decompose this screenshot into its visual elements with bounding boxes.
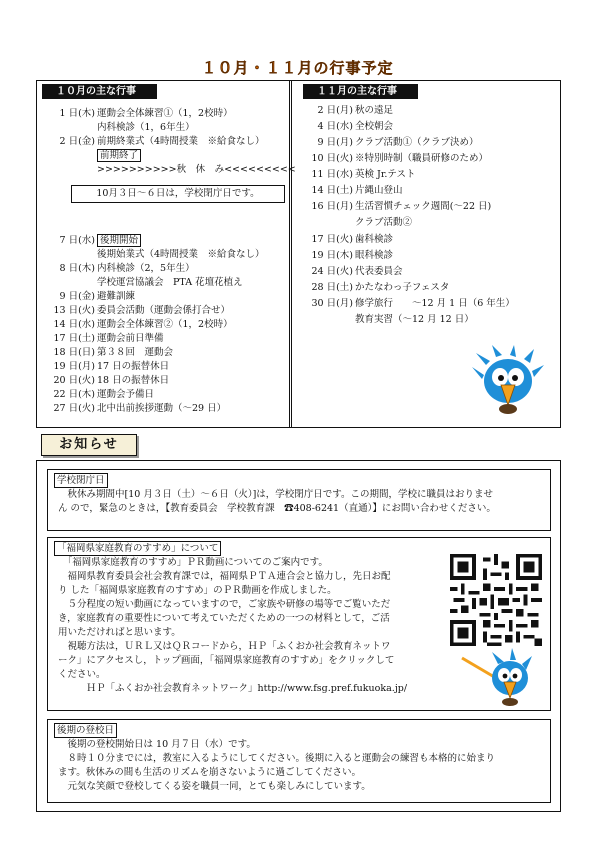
event-row: 後期始業式（4時間授業 ※給食なし） bbox=[97, 249, 265, 260]
event-row: 内科検診（1，6年生） bbox=[97, 122, 195, 133]
event-row: 30 日(月) 修学旅行 ～12 月 1 日（6 年生） bbox=[311, 298, 515, 309]
event-row: クラブ活動② bbox=[355, 217, 413, 228]
event-row: 7 日(水) 後期開始 bbox=[97, 234, 141, 248]
notice-heading: お知らせ bbox=[41, 434, 137, 456]
video-notice-title: 「福岡県家庭教育のすすめ」について bbox=[54, 541, 221, 556]
notice-line: 「福岡県家庭教育のすすめ」ＰＲ動画についてのご案内です。 bbox=[58, 557, 328, 568]
notice-line: ８時１０分までには，教室に入るようにしてください。後期に入ると運動会の練習も本格的に始まり bbox=[58, 753, 496, 764]
event-row: 19 日(木) 眼科検診 bbox=[311, 250, 394, 261]
notice-line: ん ので，緊急のときは，【教育委員会 学校教育課 ☎408-6241（直通）】にお問い合わせください。 bbox=[58, 503, 496, 514]
october-heading: １０月の主な行事 bbox=[42, 84, 157, 99]
term-end-label: 前期終了 bbox=[97, 149, 141, 162]
notice-line: 福岡県教育委員会社会教育課では，福岡県ＰＴＡ連合会と協力し，先日お配 bbox=[58, 571, 391, 582]
notice-line: 元気な笑顔で登校してくる姿を職員一同，とても楽しみにしています。 bbox=[58, 781, 371, 792]
event-row: 27 日(火) 北中出前挨拶運動（～29 日） bbox=[53, 403, 227, 414]
event-row: 18 日(日) 第３８回 運動会 bbox=[53, 347, 174, 358]
notice-line: ＨＰ「ふくおか社会教育ネットワーク」http://www.fsg.pref.fukuoka.jp/ bbox=[58, 683, 408, 694]
closure-notice bbox=[47, 469, 551, 531]
event-row: 28 日(土) かたなわっ子フェスタ bbox=[311, 282, 450, 293]
event-row: 20 日(火) 18 日の振替休日 bbox=[53, 375, 170, 386]
bird-mascot-icon bbox=[470, 345, 545, 417]
event-row: 16 日(月) 生活習慣チェック週間(～22 日) bbox=[311, 201, 492, 212]
event-row: 14 日(水) 運動会全体練習②（1，2校時） bbox=[53, 319, 233, 330]
video-notice bbox=[47, 537, 551, 711]
event-row: 14 日(土) 片縄山登山 bbox=[311, 185, 403, 196]
event-row: 2 日(金) 前期終業式（4時間授業 ※給食なし） bbox=[59, 136, 265, 147]
page-title: １０月・１１月の行事予定 bbox=[201, 59, 394, 77]
event-row: 9 日(月) クラブ活動①（クラブ決め） bbox=[317, 137, 479, 148]
notice-line: ください。 bbox=[58, 669, 106, 680]
event-row: 2 日(月) 秋の遠足 bbox=[317, 105, 394, 116]
event-row: 24 日(火) 代表委員会 bbox=[311, 266, 403, 277]
notices-panel bbox=[36, 460, 561, 812]
notice-line: ーク」にアクセスし，トップ画面，「福岡県家庭教育のすすめ」をクリックして bbox=[58, 655, 395, 666]
event-row: 教育実習（～12 月 12 日） bbox=[355, 314, 474, 325]
qr-code-icon[interactable] bbox=[450, 554, 542, 646]
event-row: 19 日(月) 17 日の振替休日 bbox=[53, 361, 170, 372]
event-row: 1 日(木) 運動会全体練習①（1，2校時） bbox=[59, 108, 233, 119]
notice-line: 秋休み期間中[10 月３日（土）～６日（火）]は，学校閉庁日です。この期間，学校に職員はおりませ bbox=[58, 489, 494, 500]
term-start-label: 後期開始 bbox=[97, 234, 141, 247]
notice-line: 後期の登校開始日は 10 月７日（水）です。 bbox=[58, 739, 256, 750]
notice-line: り した「福岡県家庭教育のすすめ」のＰＲ動画を作成しました。 bbox=[58, 585, 337, 596]
event-row: 10 日(火) ※特別時制（職員研修のため） bbox=[311, 153, 489, 164]
event-row: 13 日(火) 委員会活動（運動会係打合せ） bbox=[53, 305, 231, 316]
event-row: 4 日(水) 全校朝会 bbox=[317, 121, 394, 132]
notice-line: ます。秋休みの間も生活のリズムを崩さないように過ごしてください。 bbox=[58, 767, 362, 778]
late-term-notice bbox=[47, 719, 551, 803]
closure-note: 10月３日～６日は，学校閉庁日です。 bbox=[71, 185, 285, 203]
closure-notice-title: 学校閉庁日 bbox=[54, 473, 108, 488]
notice-line: 用いただければと思います。 bbox=[58, 627, 181, 638]
notice-line: き，家庭教育の重要性について考えていただくための一つの材料として，ご活 bbox=[58, 613, 390, 624]
notice-line: 視聴方法は，ＵＲＬ又はＱＲコードから，ＨＰ「ふくおか社会教育ネットワ bbox=[58, 641, 391, 652]
event-row: 8 日(木) 内科検診（2，5年生） bbox=[59, 263, 195, 274]
event-row: 9 日(金) 避難訓練 bbox=[59, 291, 136, 302]
event-row: 22 日(木) 運動会予備日 bbox=[53, 389, 155, 400]
event-row: 17 日(土) 運動会前日準備 bbox=[53, 333, 164, 344]
event-row: >>>>>>>>>>秋 休 み<<<<<<<<< bbox=[97, 164, 296, 175]
notice-line: ５分程度の短い動画になっていますので，ご家族や研修の場等でご覧いただ bbox=[58, 599, 391, 610]
event-row: 11 日(水) 英検 Jr.テスト bbox=[311, 169, 416, 180]
event-row: 学校運営協議会 PTA 花壇花植え bbox=[97, 277, 243, 288]
bird-pointer-mascot-icon bbox=[458, 648, 538, 708]
november-heading: １１月の主な行事 bbox=[303, 84, 418, 99]
event-row: 17 日(火) 歯科検診 bbox=[311, 234, 394, 245]
late-term-notice-title: 後期の登校日 bbox=[54, 723, 117, 738]
